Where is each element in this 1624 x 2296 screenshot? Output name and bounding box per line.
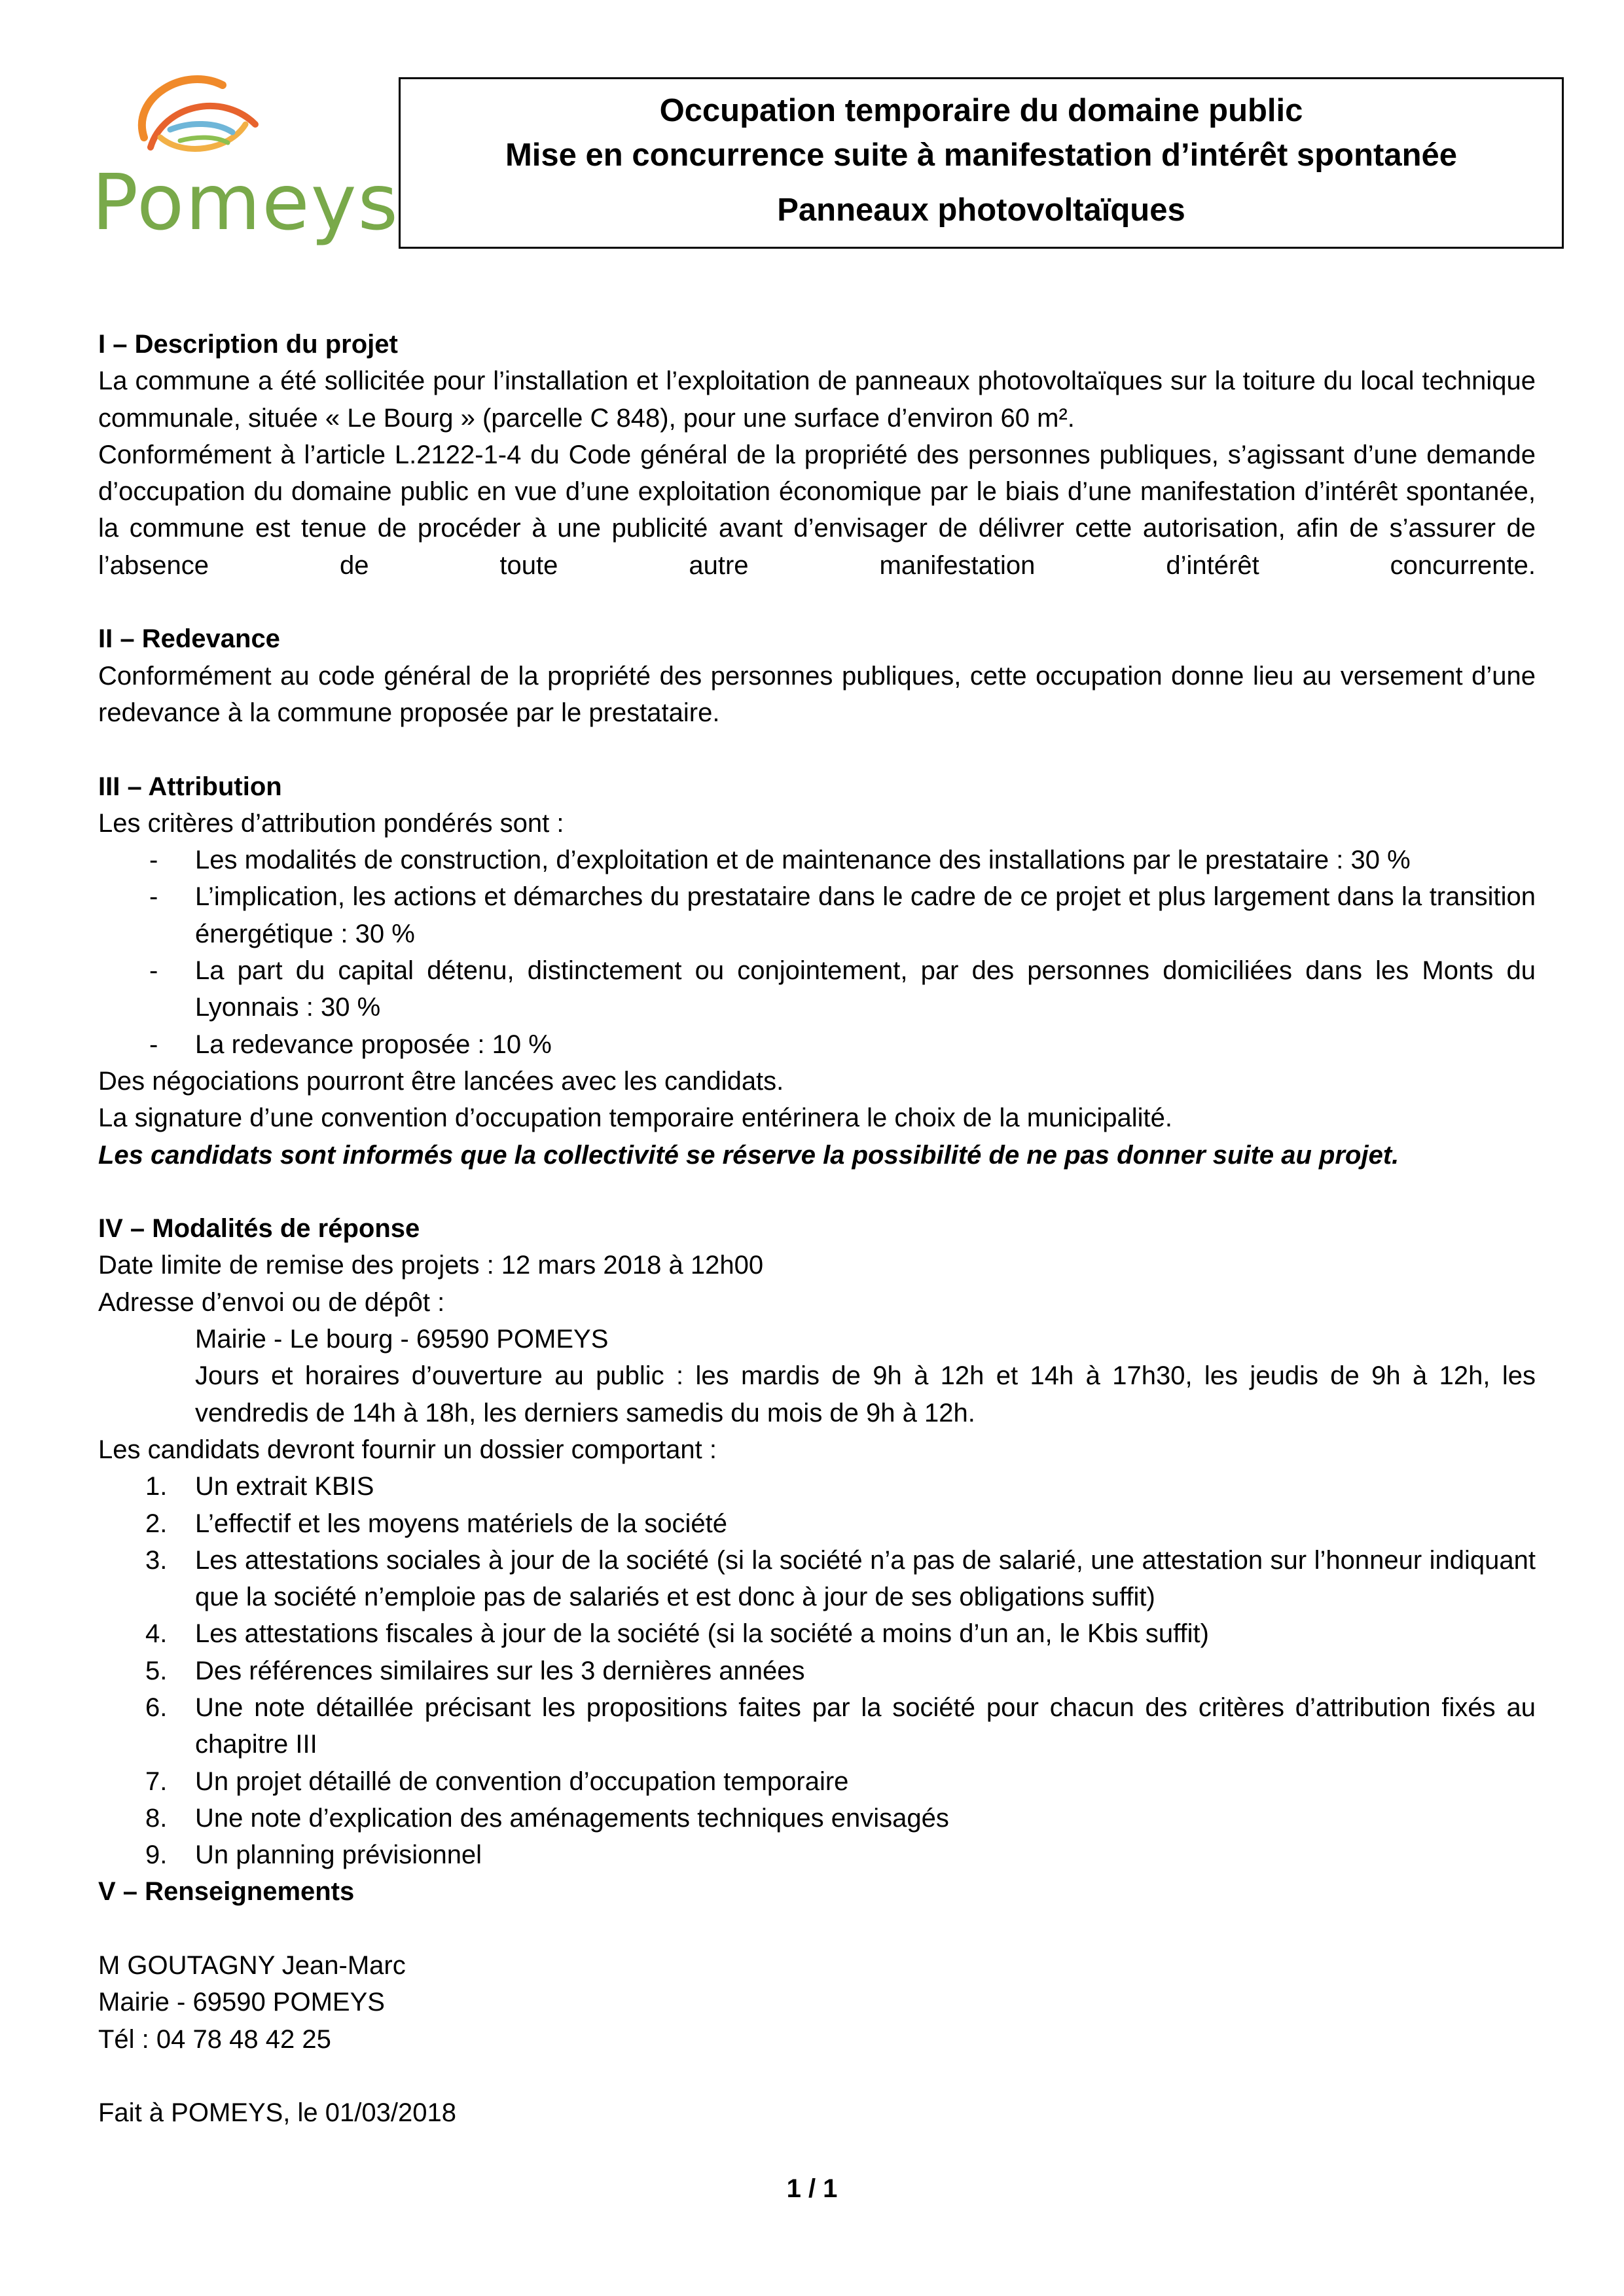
page-number: 1 / 1 [786,2174,838,2203]
list-item: - L’implication, les actions et démarches du prestataire dans le cadre de ce projet et plus largement dans la transition énergétique : 30 % [149,882,1536,948]
section-1-title: I – Description du projet [98,330,398,359]
list-item: 2. L’effectif et les moyens matériels de la société [145,1509,728,1538]
section-1-paragraph-1: La commune a été sollicitée pour l’installation et l’exploitation de panneaux photovoltaïques sur la toiture du local technique communale, située « Le Bourg » (parcelle C 848), pour une surface d’environ 60 m². [98,367,1536,433]
logo-text: Pomeys [92,157,399,247]
list-item: 4. Les attestations fiscales à jour de la société (si la société a moins d’un an, le Kbis suffit) [145,1619,1209,1649]
list-item: 1. Un extrait KBIS [145,1472,374,1501]
criteria-intro: Les critères d’attribution pondérés sont : [98,808,564,838]
section-3-title: III – Attribution [98,772,282,801]
contact-phone: Tél : 04 78 48 42 25 [98,2024,331,2054]
mairie-address: Mairie - Le bourg - 69590 POMEYS [195,1325,609,1354]
list-item: 5. Des références similaires sur les 3 dernières années [145,1656,805,1685]
pomeys-logo [92,59,399,262]
signature-line: Fait à POMEYS, le 01/03/2018 [98,2098,456,2128]
contact-address: Mairie - 69590 POMEYS [98,1988,385,2017]
list-item: - Les modalités de construction, d’exploitation et de maintenance des installations par le prestataire : 30 % [149,846,1411,875]
contact-name: M GOUTAGNY Jean-Marc [98,1951,406,1981]
section-2-title: II – Redevance [98,624,280,654]
document-title-box [399,77,1564,249]
section-5-title: V – Renseignements [98,1877,355,1907]
list-item: - La part du capital détenu, distinctement ou conjointement, par des personnes domiciliées dans les Monts du Lyonnais : 30 % [149,956,1536,1022]
section-2-paragraph: Conformément au code général de la propriété des personnes publiques, cette occupation donne lieu au versement d’une redevance à la commune proposée par le prestataire. [98,661,1536,727]
negotiation-note: Des négociations pourront être lancées avec les candidats. [98,1066,784,1096]
warning-note: Les candidats sont informés que la collectivité se réserve la possibilité de ne pas donner suite au projet. [98,1140,1399,1170]
criteria-list [98,842,1536,1063]
title-line-2: Mise en concurrence suite à manifestation d’intérêt spontanée [505,137,1458,173]
list-item: 6. Une note détaillée précisant les propositions faites par la société pour chacun des critères d’attribution fixés au chapitre III [145,1693,1536,1759]
document-body [98,326,1536,2132]
list-item: 8. Une note d’explication des aménagements techniques envisagés [145,1803,949,1833]
deadline: Date limite de remise des projets : 12 mars 2018 à 12h00 [98,1251,764,1280]
section-1-paragraph-2: Conformément à l’article L.2122-1-4 du Code général de la propriété des personnes publiques, s’agissant d’une demande d’occupation du domaine public en vue d’une exploitation économique par le biais d’une manifestation d’intérêt spontanée, la commune est tenue de procéder à une publicité avant d’envisager de délivrer cette autorisation, afin de s’assurer de l’absence de toute autre manifestation d’intérêt concurrente. [98,440,1536,580]
convention-note: La signature d’une convention d’occupation temporaire entérinera le choix de la municipalité. [98,1103,1173,1133]
title-line-3: Panneaux photovoltaïques [777,192,1185,228]
dossier-list [98,1468,1536,1873]
section-4-title: IV – Modalités de réponse [98,1214,420,1244]
logo-swirl-icon [105,59,275,170]
list-item: 7. Un projet détaillé de convention d’occupation temporaire [145,1767,849,1796]
list-item: 3. Les attestations sociales à jour de la société (si la société n’a pas de salarié, une attestation sur l’honneur indiquant que la société n’emploie pas de salariés et est donc à jour de ses obligations suffit) [145,1545,1536,1612]
address-label: Adresse d’envoi ou de dépôt : [98,1287,445,1317]
opening-hours: Jours et horaires d’ouverture au public : les mardis de 9h à 12h et 14h à 17h30, les jeudis de 9h à 12h, les vendredis de 14h à 18h, les derniers samedis du mois de 9h à 12h. [195,1361,1536,1427]
dossier-intro: Les candidats devront fournir un dossier comportant : [98,1435,717,1464]
title-line-1: Occupation temporaire du domaine public [659,93,1303,128]
list-item: 9. Un planning prévisionnel [145,1840,482,1870]
list-item: - La redevance proposée : 10 % [149,1030,552,1059]
